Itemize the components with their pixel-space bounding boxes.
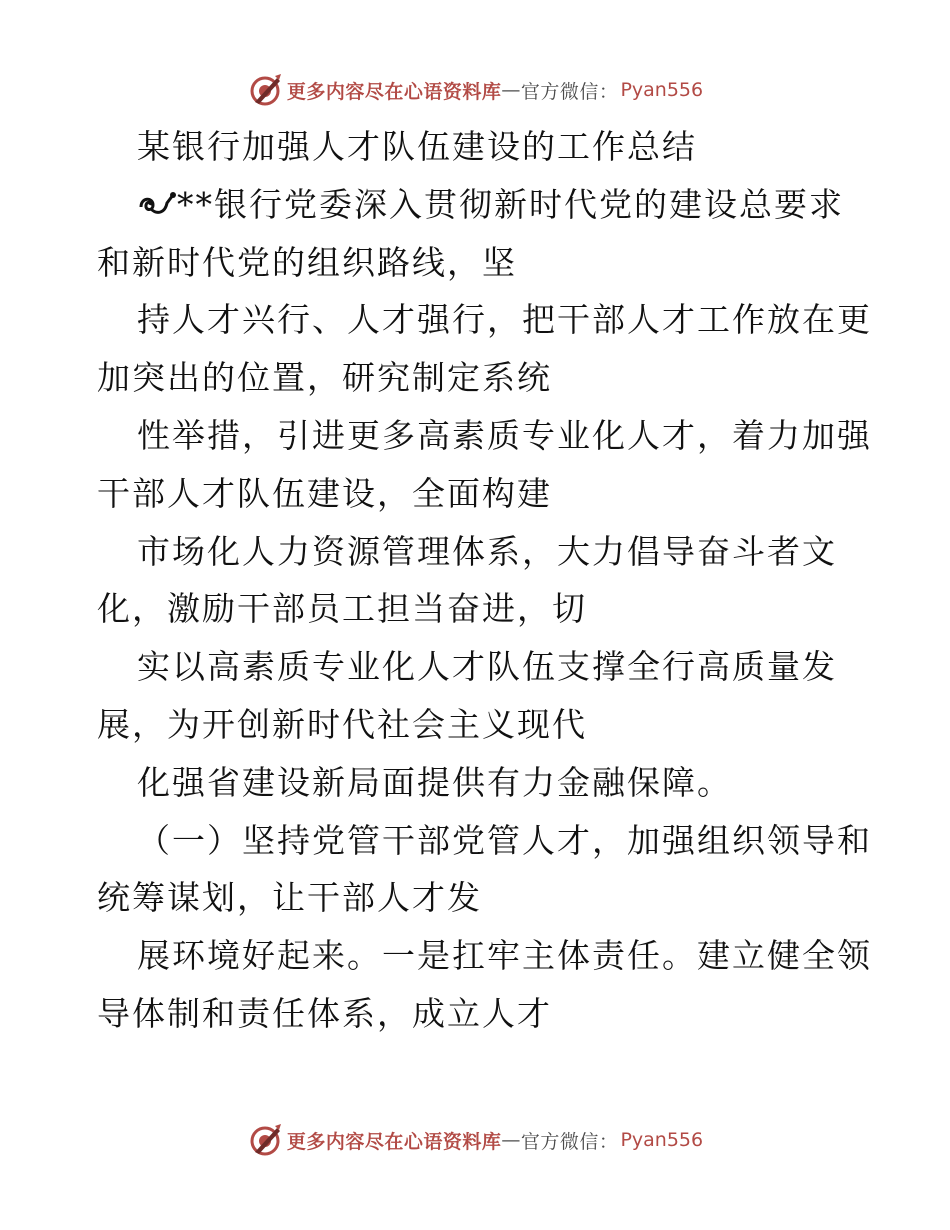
paragraph-line: 和新时代党的组织路线，坚 [97,242,517,282]
paragraph-line: 性举措，引进更多高素质专业化人才，着力加强 [137,415,872,455]
paragraph-line: 持人才兴行、人才强行，把干部人才工作放在更 [137,300,872,340]
watermark-title: 更多内容尽在心语资料库 [286,80,502,103]
paragraph-line: 展，为开创新时代社会主义现代 [97,704,587,744]
paragraph-line: 加突出的位置，研究制定系统 [97,358,552,398]
quill-logo-icon [247,72,283,108]
paragraph-line [97,176,857,234]
header-watermark [0,70,950,110]
watermark-wechat-id: Pyan556 [620,79,704,101]
paragraph-line: 化，激励干部员工担当奋进，切 [97,589,587,629]
watermark-wechat-id: Pyan556 [620,1129,704,1151]
ornament-icon [137,189,177,219]
paragraph-line: 导体制和责任体系，成立人才 [97,993,552,1033]
watermark-wechat-label: 官方微信： [520,80,619,103]
quill-logo-icon [247,1122,283,1158]
paragraph-line: 统筹谋划，让干部人才发 [97,878,482,918]
footer-watermark [0,1120,950,1160]
document-title: 某银行加强人才队伍建设的工作总结 [137,127,697,166]
watermark-dash: — [501,79,521,101]
paragraph-line-text: **银行党委深入贯彻新时代党的建设总要求 [177,184,844,224]
section-heading-line: （一）坚持党管干部党管人才，加强组织领导和 [137,820,872,860]
watermark-title: 更多内容尽在心语资料库 [286,1130,502,1153]
watermark-dash: — [501,1129,521,1151]
watermark-wechat-label: 官方微信： [520,1130,619,1153]
paragraph-line: 实以高素质专业化人才队伍支撑全行高质量发 [137,647,837,687]
paragraph-line: 展环境好起来。一是扛牢主体责任。建立健全领 [137,936,872,976]
paragraph-line: 化强省建设新局面提供有力金融保障。 [137,762,732,802]
paragraph-line: 市场化人力资源管理体系，大力倡导奋斗者文 [137,531,837,571]
document-body [97,118,872,1043]
paragraph-line: 干部人才队伍建设，全面构建 [97,473,552,513]
